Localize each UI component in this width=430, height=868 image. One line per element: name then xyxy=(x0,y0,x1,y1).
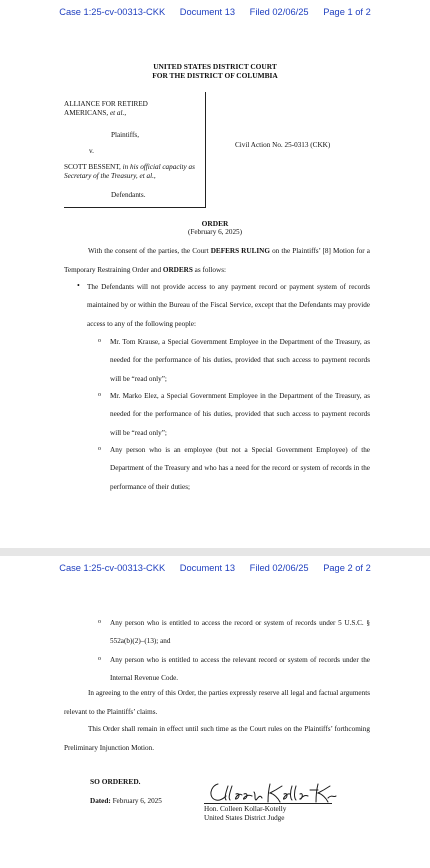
plaintiffs-label: Plaintiffs, xyxy=(111,131,140,139)
court-name: UNITED STATES DISTRICT COURT xyxy=(153,62,277,71)
sub-bullet-circle-icon: o xyxy=(98,656,101,662)
sub-item-krause: Mr. Tom Krause, a Special Government Employee in the Department of the Treasury, as needed for the performance of his duties, provided that such access to payment records will be “read only”; xyxy=(110,338,370,383)
sub-bullet-circle-icon: o xyxy=(98,446,101,452)
signature-line xyxy=(204,803,332,804)
page-header xyxy=(0,563,430,573)
sub-bullet-circle-icon: o xyxy=(98,338,101,344)
bullet-dot-icon: • xyxy=(77,281,80,290)
filed-date: Filed 02/06/25 xyxy=(249,7,309,17)
case-number: Case 1:25-cv-00313-CKK xyxy=(59,7,166,17)
sub-item-usc-552a: Any person who is entitled to access the record or system of records under 5 U.S.C. § 552a(b)(2)–(13); and xyxy=(110,619,370,646)
document-number: Document 13 xyxy=(179,7,236,17)
sub-item-elez: Mr. Marko Elez, a Special Government Employee in the Department of the Treasury, as needed for the performance of his duties, provided that such access to payment records will be “read only”; xyxy=(110,392,370,437)
page-header xyxy=(0,7,430,17)
sub-bullet-circle-icon: o xyxy=(98,392,101,398)
civil-action-number: Civil Action No. 25-0313 (CKK) xyxy=(235,141,331,149)
so-ordered: SO ORDERED. xyxy=(90,777,141,786)
effect-paragraph: This Order shall remain in effect until such time as the Court rules on the Plaintiffs’ forthcoming Preliminary Injunction Motion. xyxy=(64,725,370,752)
judge-name: Hon. Colleen Kollar-Kotelly xyxy=(204,805,287,813)
judge-title: United States District Judge xyxy=(204,814,285,822)
sub-item-irc: Any person who is entitled to access the relevant record or system of records under the Internal Revenue Code. xyxy=(110,656,370,683)
sub-item-treasury-employee: Any person who is an employee (but not a Special Government Employee) of the Department of the Treasury and who has a need for the record or system of records in the performance of their duties; xyxy=(110,446,370,491)
case-number: Case 1:25-cv-00313-CKK xyxy=(59,563,166,573)
document-number: Document 13 xyxy=(179,563,236,573)
court-district: FOR THE DISTRICT OF COLUMBIA xyxy=(152,71,278,80)
filed-date: Filed 02/06/25 xyxy=(249,563,309,573)
intro-paragraph: With the consent of the parties, the Court DEFERS RULING on the Plaintiffs’ [8] Motion for a Temporary Restraining Order and ORDERS as follows: xyxy=(64,247,370,274)
sub-bullet-circle-icon: o xyxy=(98,619,101,625)
judge-signature-block xyxy=(204,805,286,823)
case-caption xyxy=(64,92,206,208)
defendant-name: SCOTT BESSENT, in his official capacity as Secretary of the Treasury, et al., xyxy=(64,163,195,180)
defendants-label: Defendants. xyxy=(111,191,146,199)
page-number: Page 1 of 2 xyxy=(323,7,371,17)
order-date: (February 6, 2025) xyxy=(187,228,243,236)
court-heading xyxy=(0,62,430,80)
main-bullet-text: The Defendants will not provide access to any payment record or payment system of records maintained by or within the Bureau of the Fiscal Service, except that the Defendants may provide access to any of the following people: xyxy=(87,283,370,328)
dated-line: Dated: February 6, 2025 xyxy=(90,797,162,805)
versus: v. xyxy=(89,147,94,155)
order-title: ORDER xyxy=(201,219,229,228)
agreement-paragraph: In agreeing to the entry of this Order, the parties expressly reserve all legal and factual arguments relevant to the Plaintiffs’ claims. xyxy=(64,689,370,716)
plaintiff-name: ALLIANCE FOR RETIRED AMERICANS, et al., xyxy=(64,100,148,117)
page-number: Page 2 of 2 xyxy=(323,563,371,573)
